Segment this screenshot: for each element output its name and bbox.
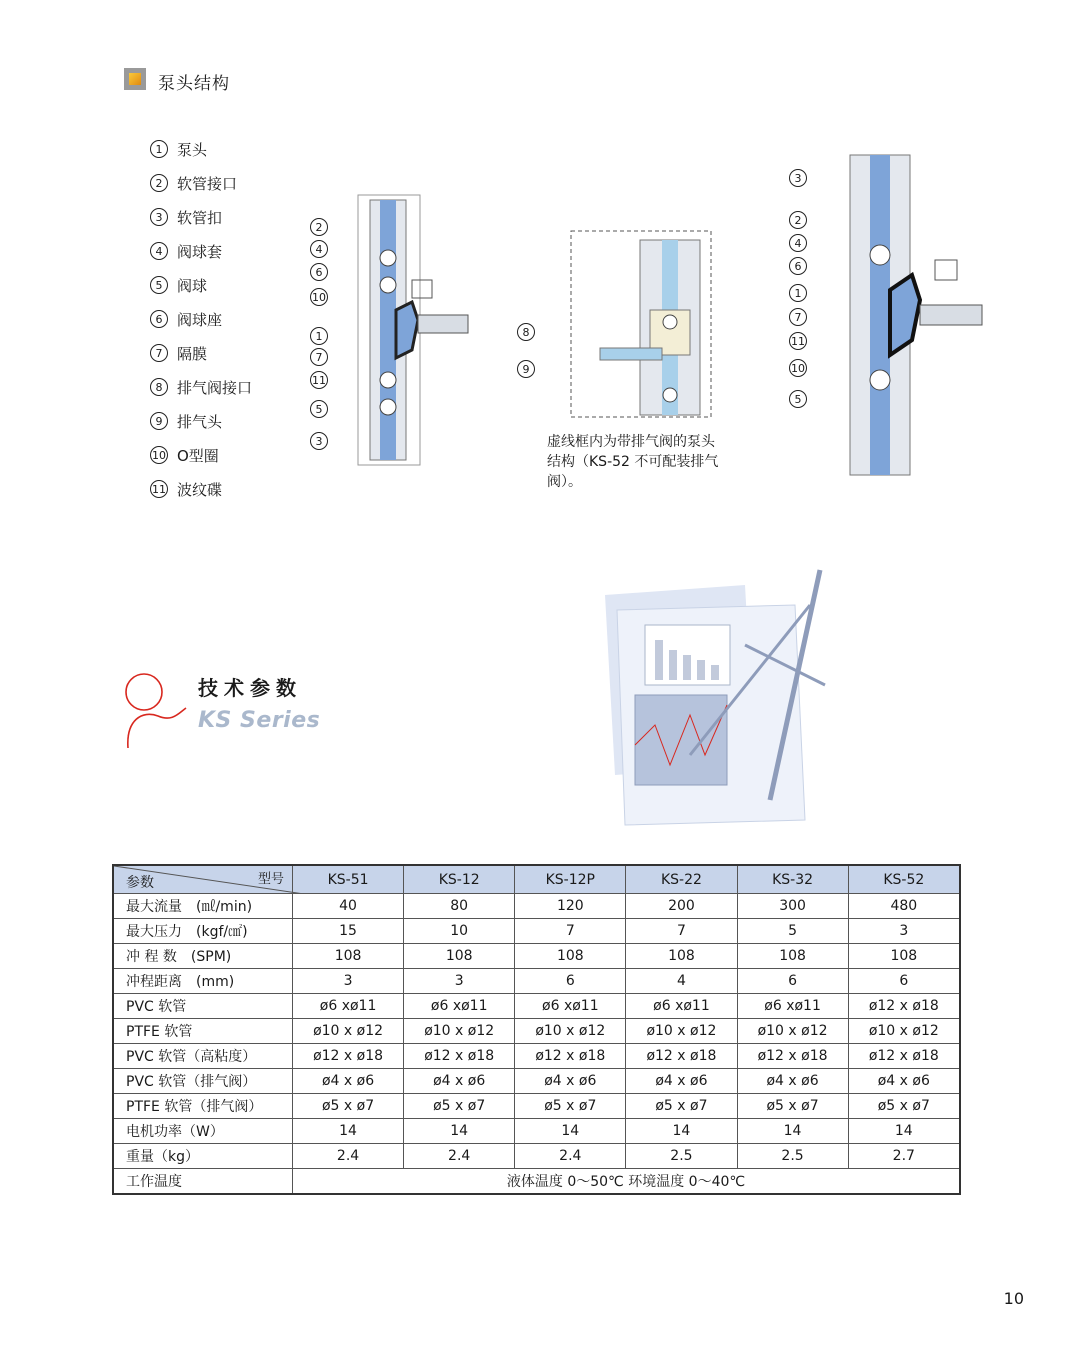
legend-label: 泵头 [177, 140, 208, 159]
value-cell: 108 [626, 944, 737, 969]
value-cell: ø12 x ø18 [293, 1044, 404, 1069]
value-cell: ø12 x ø18 [848, 1044, 960, 1069]
value-cell: 14 [626, 1119, 737, 1144]
callout-number: 11 [310, 371, 328, 389]
callout-number: 6 [310, 263, 328, 281]
legend-item [150, 438, 252, 472]
callout-number: 4 [310, 240, 328, 258]
value-cell: ø5 x ø7 [848, 1094, 960, 1119]
callout-number: 7 [310, 348, 328, 366]
param-label-cell: 冲 程 数 (SPM) [113, 944, 293, 969]
value-cell: 108 [404, 944, 515, 969]
value-cell: 108 [737, 944, 848, 969]
callout-number: 5 [789, 390, 807, 408]
callout-number: 7 [789, 308, 807, 326]
legend-label: 排气阀接口 [177, 378, 253, 397]
table-row [113, 994, 960, 1019]
table-header-row [113, 865, 960, 894]
callout-number: 10 [789, 359, 807, 377]
param-label-cell: PVC 软管 [113, 994, 293, 1019]
model-header-cell: KS-51 [293, 865, 404, 894]
table-row [113, 894, 960, 919]
param-label-cell: 重量（kg） [113, 1144, 293, 1169]
value-cell: ø12 x ø18 [737, 1044, 848, 1069]
legend-number: 7 [150, 344, 168, 362]
param-label-cell: PTFE 软管 [113, 1019, 293, 1044]
value-cell: ø10 x ø12 [404, 1019, 515, 1044]
legend-number: 6 [150, 310, 168, 328]
legend-label: 阀球 [177, 276, 208, 295]
callout-number: 10 [310, 288, 328, 306]
value-cell: 2.4 [404, 1144, 515, 1169]
value-cell: ø12 x ø18 [515, 1044, 626, 1069]
value-cell: 15 [293, 919, 404, 944]
legend-number: 3 [150, 208, 168, 226]
value-cell: ø10 x ø12 [848, 1019, 960, 1044]
table-row [113, 1094, 960, 1119]
tech-params-title: 技术参数 [198, 676, 302, 700]
param-label-cell: 电机功率（W） [113, 1119, 293, 1144]
value-cell: ø12 x ø18 [626, 1044, 737, 1069]
legend-item [150, 404, 252, 438]
value-cell: ø6 xø11 [404, 994, 515, 1019]
value-cell: ø4 x ø6 [626, 1069, 737, 1094]
param-label-cell: PVC 软管（排气阀） [113, 1069, 293, 1094]
callout-number: 1 [310, 327, 328, 345]
parts-legend [150, 132, 252, 506]
value-cell: ø5 x ø7 [737, 1094, 848, 1119]
table-row [113, 1144, 960, 1169]
value-cell: 3 [404, 969, 515, 994]
param-label-cell: 最大流量 (㎖/min) [113, 894, 293, 919]
callout-number: 6 [789, 257, 807, 275]
value-cell: 6 [737, 969, 848, 994]
model-header-cell: KS-22 [626, 865, 737, 894]
value-cell: 80 [404, 894, 515, 919]
section-title: 泵头结构 [158, 74, 230, 94]
legend-item [150, 302, 252, 336]
callout-number: 9 [517, 360, 535, 378]
legend-number: 9 [150, 412, 168, 430]
model-header-cell: KS-52 [848, 865, 960, 894]
value-cell: ø12 x ø18 [848, 994, 960, 1019]
value-cell: 7 [626, 919, 737, 944]
value-cell: 120 [515, 894, 626, 919]
corner-model-label: 型号 [257, 872, 284, 887]
vent-valve-note: 虚线框内为带排气阀的泵头结构（KS-52 不可配装排气阀）。 [547, 434, 719, 490]
pump-head-diagram-left [300, 190, 490, 470]
legend-item [150, 166, 252, 200]
legend-number: 8 [150, 378, 168, 396]
callout-number: 3 [789, 169, 807, 187]
value-cell: ø12 x ø18 [404, 1044, 515, 1069]
temp-value-cell: 液体温度 0～50℃ 环境温度 0～40℃ [293, 1169, 961, 1195]
legend-label: 阀球座 [177, 310, 223, 329]
value-cell: ø10 x ø12 [626, 1019, 737, 1044]
value-cell: 14 [737, 1119, 848, 1144]
value-cell: 4 [626, 969, 737, 994]
value-cell: 2.5 [737, 1144, 848, 1169]
callout-number: 4 [789, 234, 807, 252]
legend-label: O型圈 [177, 446, 219, 465]
legend-item [150, 132, 252, 166]
callout-number: 3 [310, 432, 328, 450]
value-cell: ø6 xø11 [515, 994, 626, 1019]
corner-param-label: 参数 [126, 875, 154, 891]
value-cell: 3 [848, 919, 960, 944]
value-cell: ø5 x ø7 [404, 1094, 515, 1119]
legend-item [150, 472, 252, 506]
legend-label: 隔膜 [177, 344, 208, 363]
value-cell: ø4 x ø6 [848, 1069, 960, 1094]
model-header-cell: KS-12P [515, 865, 626, 894]
value-cell: ø5 x ø7 [515, 1094, 626, 1119]
table-row-temperature [113, 1169, 960, 1195]
legend-label: 排气头 [177, 412, 223, 431]
value-cell: 2.5 [626, 1144, 737, 1169]
ks-series-label: KS Series [198, 708, 321, 733]
value-cell: 7 [515, 919, 626, 944]
legend-item [150, 200, 252, 234]
legend-number: 1 [150, 140, 168, 158]
table-row [113, 1119, 960, 1144]
model-header-cell: KS-32 [737, 865, 848, 894]
table-row [113, 1019, 960, 1044]
legend-item [150, 336, 252, 370]
value-cell: 40 [293, 894, 404, 919]
value-cell: ø10 x ø12 [515, 1019, 626, 1044]
pump-head-diagram-right [820, 150, 1000, 480]
value-cell: ø6 xø11 [737, 994, 848, 1019]
spec-table [112, 864, 961, 1195]
callout-number: 8 [517, 323, 535, 341]
table-row [113, 944, 960, 969]
value-cell: ø5 x ø7 [626, 1094, 737, 1119]
value-cell: 14 [404, 1119, 515, 1144]
value-cell: 108 [293, 944, 404, 969]
callout-number: 2 [310, 218, 328, 236]
value-cell: 6 [848, 969, 960, 994]
param-label-cell: PVC 软管（高粘度） [113, 1044, 293, 1069]
table-row [113, 1044, 960, 1069]
value-cell: ø6 xø11 [293, 994, 404, 1019]
callout-number: 1 [789, 284, 807, 302]
callout-number: 5 [310, 400, 328, 418]
param-label-cell: 冲程距离 (mm) [113, 969, 293, 994]
value-cell: 108 [515, 944, 626, 969]
value-cell: ø4 x ø6 [293, 1069, 404, 1094]
temp-label-cell: 工作温度 [113, 1169, 293, 1195]
legend-label: 软管接口 [177, 174, 238, 193]
legend-label: 波纹碟 [177, 480, 223, 499]
section-bullet-icon [124, 68, 146, 90]
value-cell: 10 [404, 919, 515, 944]
page-number: 10 [1003, 1289, 1024, 1308]
legend-number: 4 [150, 242, 168, 260]
value-cell: 14 [293, 1119, 404, 1144]
value-cell: 2.7 [848, 1144, 960, 1169]
value-cell: 108 [848, 944, 960, 969]
drafting-chart-illustration [595, 565, 855, 830]
param-label-cell: PTFE 软管（排气阀） [113, 1094, 293, 1119]
value-cell: 200 [626, 894, 737, 919]
value-cell: 3 [293, 969, 404, 994]
param-label-cell: 最大压力 (kgf/㎠) [113, 919, 293, 944]
value-cell: ø10 x ø12 [737, 1019, 848, 1044]
legend-label: 阀球套 [177, 242, 223, 261]
legend-item [150, 268, 252, 302]
legend-label: 软管扣 [177, 208, 223, 227]
table-row [113, 969, 960, 994]
value-cell: 14 [515, 1119, 626, 1144]
value-cell: ø5 x ø7 [293, 1094, 404, 1119]
value-cell: ø6 xø11 [626, 994, 737, 1019]
value-cell: ø4 x ø6 [404, 1069, 515, 1094]
legend-item [150, 234, 252, 268]
value-cell: 2.4 [515, 1144, 626, 1169]
value-cell: 6 [515, 969, 626, 994]
value-cell: ø4 x ø6 [737, 1069, 848, 1094]
value-cell: 2.4 [293, 1144, 404, 1169]
legend-number: 2 [150, 174, 168, 192]
table-row [113, 1069, 960, 1094]
value-cell: 480 [848, 894, 960, 919]
model-header-cell: KS-12 [404, 865, 515, 894]
legend-number: 10 [150, 446, 168, 464]
value-cell: 5 [737, 919, 848, 944]
value-cell: 14 [848, 1119, 960, 1144]
vent-valve-diagram [570, 230, 715, 420]
value-cell: 300 [737, 894, 848, 919]
table-row [113, 919, 960, 944]
table-corner-cell [113, 865, 293, 894]
callout-number: 2 [789, 211, 807, 229]
value-cell: ø10 x ø12 [293, 1019, 404, 1044]
legend-number: 5 [150, 276, 168, 294]
callout-number: 11 [789, 332, 807, 350]
legend-number: 11 [150, 480, 168, 498]
ks-logo-icon [122, 670, 192, 750]
legend-item [150, 370, 252, 404]
value-cell: ø4 x ø6 [515, 1069, 626, 1094]
